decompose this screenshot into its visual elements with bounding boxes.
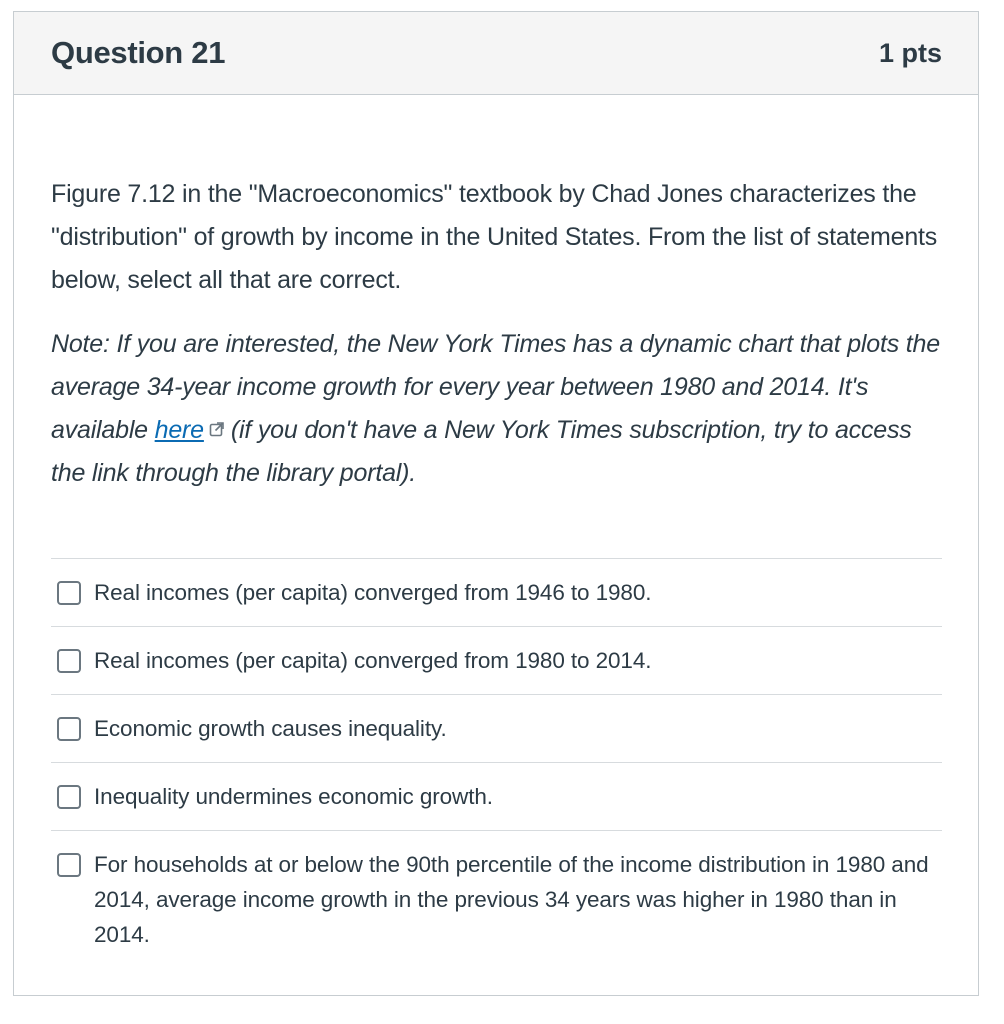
answer-text: For households at or below the 90th percentile of the income distribution in 1980 and 2014, average income growth in the previous 34 years was higher in 1980 than in 2014. xyxy=(94,852,929,947)
answer-option[interactable] xyxy=(51,831,942,968)
question-points: 1 pts xyxy=(878,37,942,68)
answer-option[interactable] xyxy=(51,763,942,831)
checkbox[interactable] xyxy=(57,853,81,877)
checkbox[interactable] xyxy=(57,785,81,809)
external-link-icon[interactable] xyxy=(209,421,225,437)
question-body xyxy=(14,95,978,968)
checkbox[interactable] xyxy=(57,581,81,605)
answer-option[interactable] xyxy=(51,627,942,695)
note-text-after-link: (if you don't have a New York Times subscription, try to access the link through the library portal). xyxy=(51,416,912,487)
checkbox[interactable] xyxy=(57,649,81,673)
answer-text: Real incomes (per capita) converged from 1946 to 1980. xyxy=(94,580,652,605)
answer-text: Real incomes (per capita) converged from 1980 to 2014. xyxy=(94,648,652,673)
question-note xyxy=(51,323,942,495)
question-title: Question 21 xyxy=(51,35,226,70)
here-link[interactable]: here xyxy=(154,416,204,444)
question-card xyxy=(13,11,979,996)
answer-text: Economic growth causes inequality. xyxy=(94,716,447,741)
question-text: Figure 7.12 in the "Macroeconomics" textbook by Chad Jones characterizes the "distribution" of growth by income in the United States. From the list of statements below, select all that are correct. xyxy=(51,180,938,294)
checkbox[interactable] xyxy=(57,717,81,741)
question-header xyxy=(14,12,978,95)
answer-option[interactable] xyxy=(51,695,942,763)
note-text-before-link: Note: If you are interested, the New York Times has a dynamic chart that plots the average 34-year income growth for every year between 1980 and 2014. It's available xyxy=(51,330,940,444)
answer-list xyxy=(51,558,942,968)
answer-option[interactable] xyxy=(51,559,942,627)
answer-text: Inequality undermines economic growth. xyxy=(94,784,493,809)
